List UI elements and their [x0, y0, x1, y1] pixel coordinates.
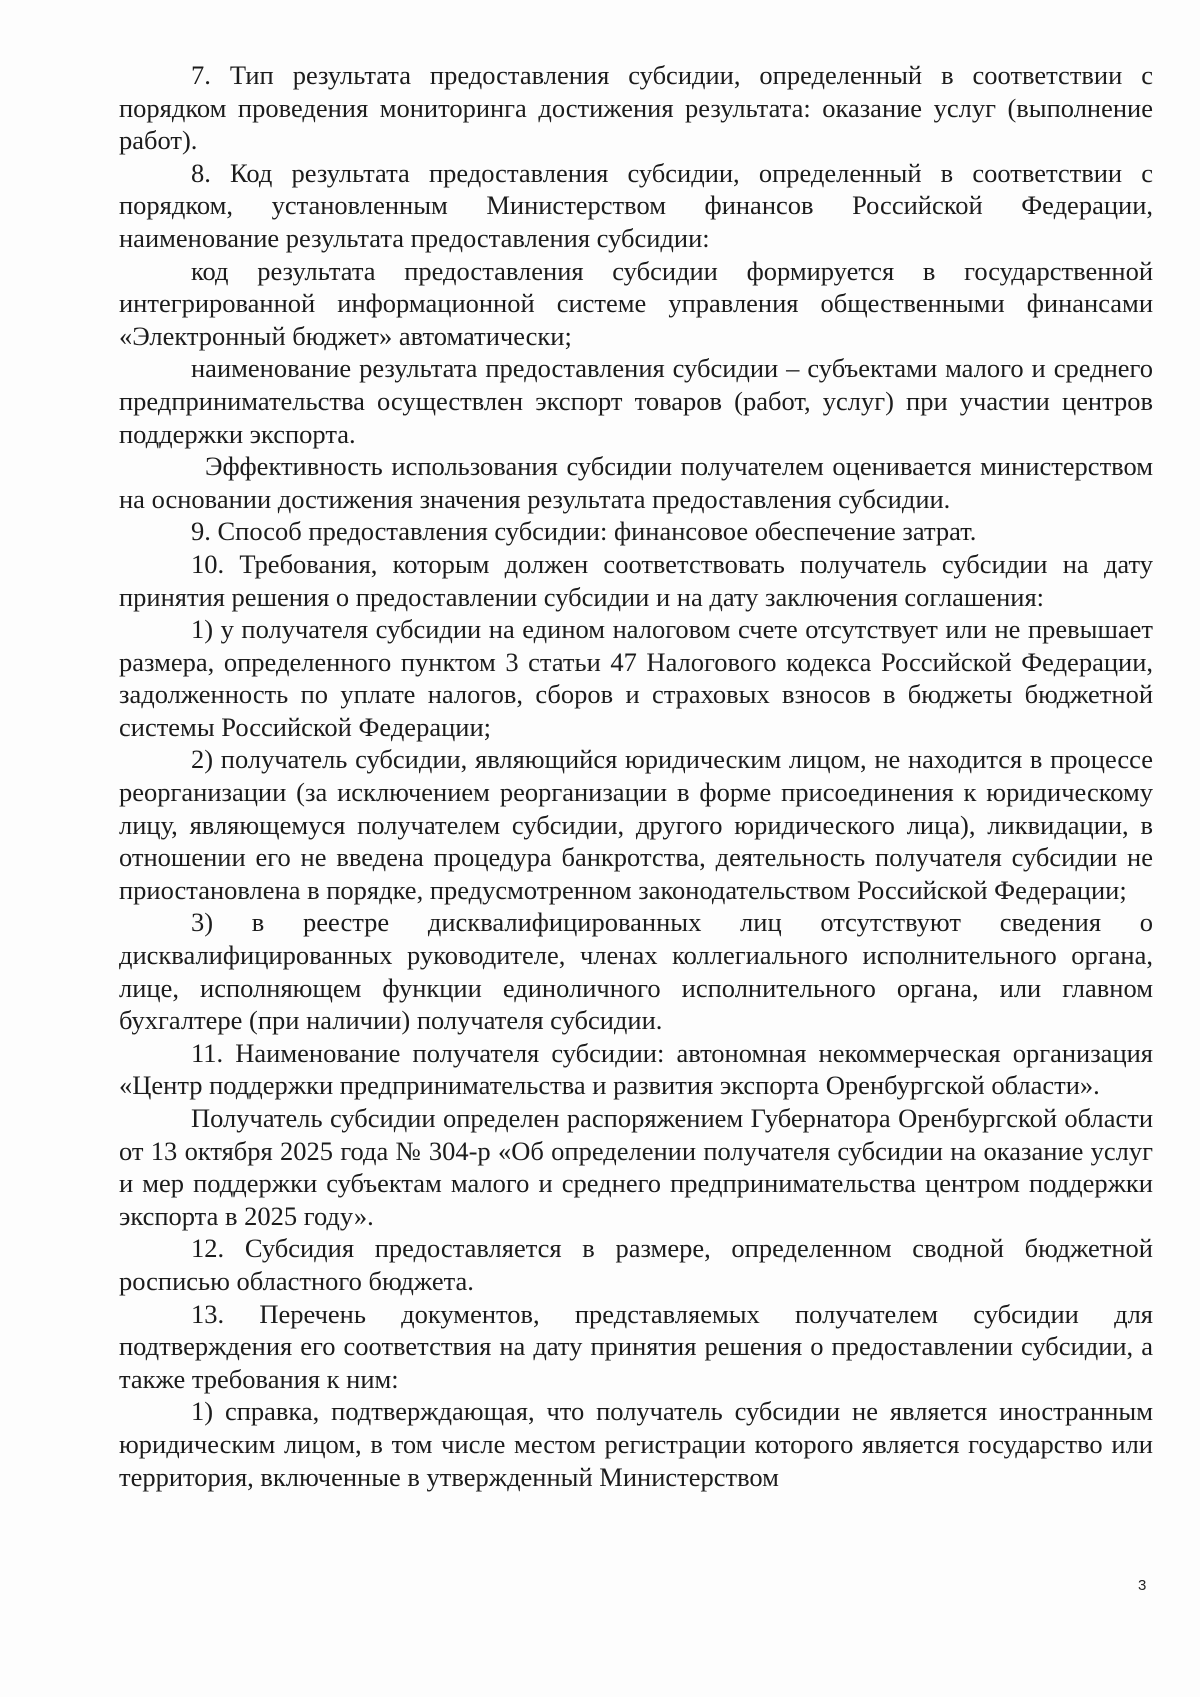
list-item-requirement-3: 3) в реестре дисквалифицированных лиц отсутствуют сведения о дисквалифицированных руководителе, членах коллегиального исполнительного органа, лице, исполняющем функции единоличного исполнительного органа, или главном бухгалтере (при наличии) получателя субсидии. [119, 907, 1153, 1036]
paragraph-12-subsidy-amount: 12. Субсидия предоставляется в размере, определенном сводной бюджетной росписью областного бюджета. [119, 1233, 1153, 1296]
page-number: 3 [1138, 1577, 1147, 1594]
paragraph-7-result-type: 7. Тип результата предоставления субсидии, определенный в соответствии с порядком проведения мониторинга достижения результата: оказание услуг (выполнение работ). [119, 60, 1153, 156]
paragraph-11-recipient-name: 11. Наименование получателя субсидии: автономная некоммерческая организация «Центр поддержки предпринимательства и развития экспорта Оренбургской области». [119, 1037, 1153, 1101]
paragraph-13-documents-list: 13. Перечень документов, представляемых получателем субсидии для подтверждения его соответствия на дату принятия решения о предоставлении субсидии, а также требования к ним: [119, 1298, 1153, 1394]
list-item-document-1: 1) справка, подтверждающая, что получатель субсидии не является иностранным юридическим лицом, в том числе местом регистрации которого является государство или территория, включенные в утвержденный Министерством [119, 1396, 1153, 1492]
list-item-requirement-2: 2) получатель субсидии, являющийся юридическим лицом, не находится в процессе реорганизации (за исключением реорганизации в форме присоединения к юридическому лицу, являющемуся получателем субсидии, другого юридического лица), ликвидации, в отношении его не введена процедура банкротства, деятельность получателя субсидии не приостановлена в порядке, предусмотренном законодательством Российской Федерации; [119, 744, 1153, 905]
paragraph-10-requirements: 10. Требования, которым должен соответствовать получатель субсидии на дату принятия решения о предоставлении субсидии и на дату заключения соглашения: [119, 548, 1153, 612]
document-body [119, 59, 1153, 1493]
paragraph-recipient-determined: Получатель субсидии определен распоряжением Губернатора Оренбургской области от 13 октября 2025 года № 304-р «Об определении получателя субсидии на оказание услуг и мер поддержки субъектам малого и среднего предпринимательства центром поддержки экспорта в 2025 году». [119, 1103, 1153, 1231]
paragraph-result-name: наименование результата предоставления субсидии – субъектами малого и среднего предпринимательства осуществлен экспорт товаров (работ, услуг) при участии центров поддержки экспорта. [119, 353, 1153, 449]
paragraph-9-method: 9. Способ предоставления субсидии: финансовое обеспечение затрат. [191, 516, 977, 547]
paragraph-8-result-code: 8. Код результата предоставления субсидии, определенный в соответствии с порядком, установленным Министерством финансов Российской Федерации, наименование результата предоставления субсидии: [119, 157, 1153, 253]
list-item-requirement-1: 1) у получателя субсидии на едином налоговом счете отсутствует или не превышает размера, определенного пунктом 3 статьи 47 Налогового кодекса Российской Федерации, задолженность по уплате налогов, сборов и страховых взносов в бюджеты бюджетной системы Российской Федерации; [119, 614, 1153, 742]
paragraph-result-code-detail: код результата предоставления субсидии формируется в государственной интегрированной информационной системе управления общественными финансами «Электронный бюджет» автоматически; [119, 255, 1153, 351]
paragraph-efficiency: Эффективность использования субсидии получателем оценивается министерством на основании достижения значения результата предоставления субсидии. [119, 451, 1153, 514]
